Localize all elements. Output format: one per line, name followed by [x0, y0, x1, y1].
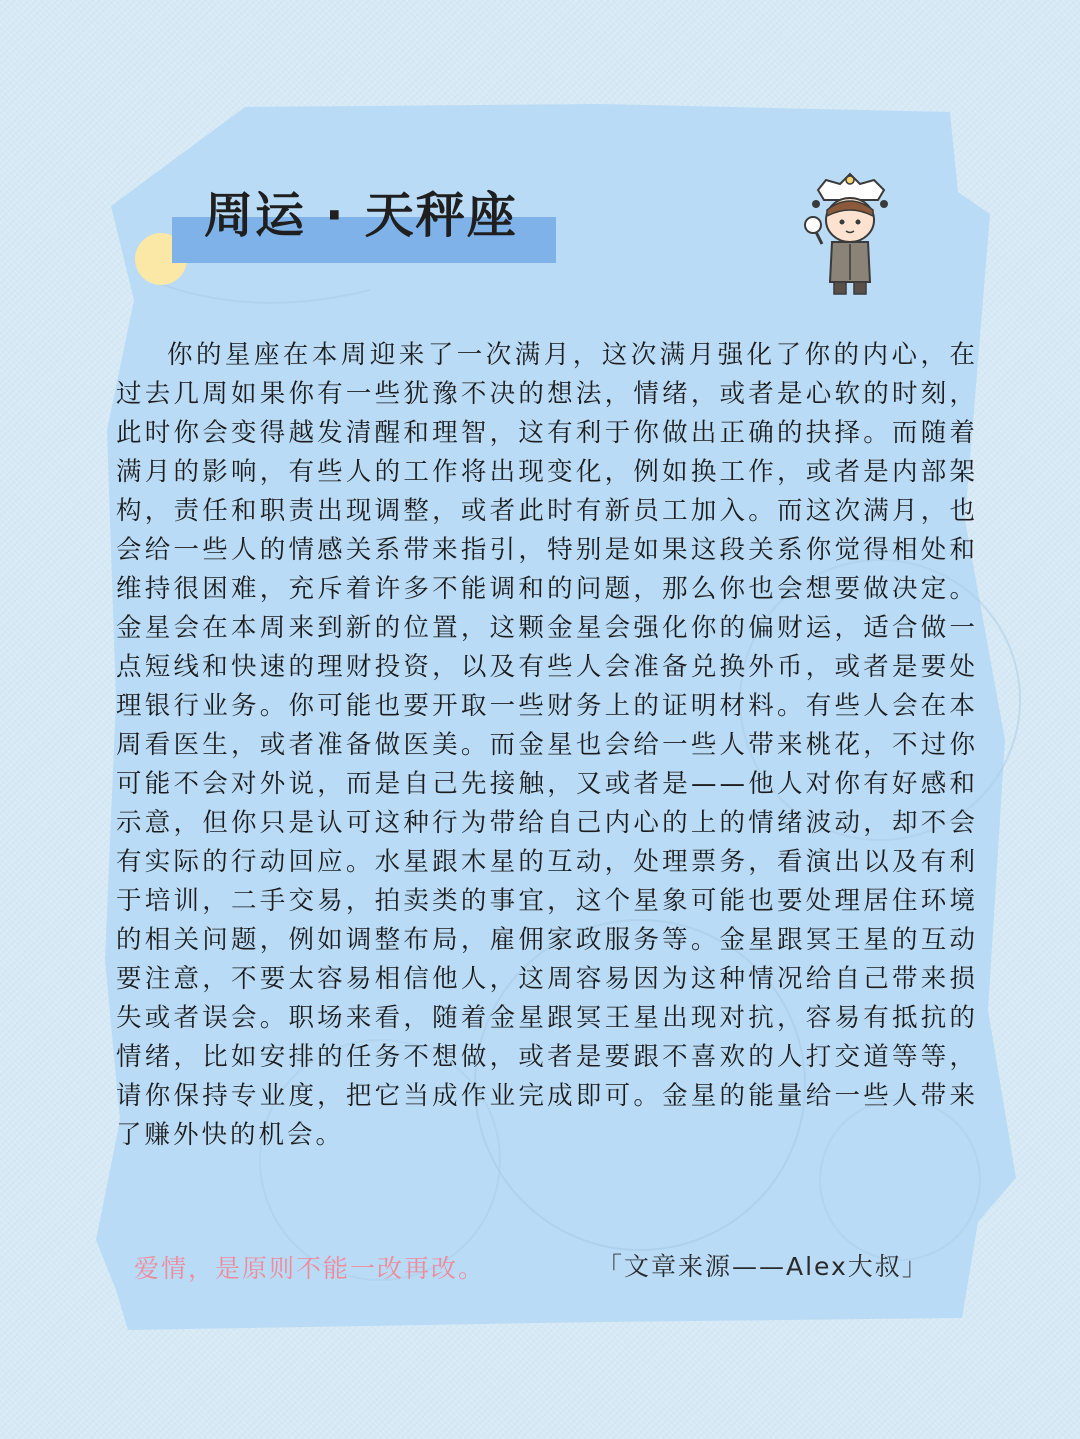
- page-title: 周运 · 天秤座: [204, 187, 518, 244]
- quote-text: 爱情，是原则不能一改再改。: [134, 1254, 486, 1283]
- source-credit: 「文章来源——Alex大叔」: [597, 1252, 929, 1281]
- article-body: 你的星座在本周迎来了一次满月，这次满月强化了你的内心，在过去几周如果你有一些犹豫不决的想法，情绪，或者是心软的时刻，此时你会变得越发清醒和理智，这有利于你做出正确的抉择。而随着满月的影响，有些人的工作将出现变化，例如换工作，或者是内部架构，责任和职责出现调整，或者此时有新员工加入。而这次满月，也会给一些人的情感关系带来指引，特别是如果这段关系你觉得相处和维持很困难，充斥着许多不能调和的问题，那么你也会想要做决定。金星会在本周来到新的位置，这颗金星会强化你的偏财运，适合做一点短线和快速的理财投资，以及有些人会准备兑换外币，或者是要处理银行业务。你可能也要开取一些财务上的证明材料。有些人会在本周看医生，或者准备做医美。而金星也会给一些人带来桃花，不过你可能不会对外说，而是自己先接触，又或者是——他人对你有好感和示意，但你只是认可这种行为带给自己内心的上的情绪波动，却不会有实际的行动回应。水星跟木星的互动，处理票务，看演出以及有利于培训，二手交易，拍卖类的事宜，这个星象可能也要处理居住环境的相关问题，例如调整布局，雇佣家政服务等。金星跟冥王星的互动要注意，不要太容易相信他人，这周容易因为这种情况给自己带来损失或者误会。职场来看，随着金星跟冥王星出现对抗，容易有抵抗的情绪，比如安排的任务不想做，或者是要跟不喜欢的人打交道等等，请你保持专业度，把它当成作业完成即可。金星的能量给一些人带来了赚外快的机会。: [116, 340, 978, 1150]
- cartoon-boy-with-magnifier-icon: [800, 170, 900, 300]
